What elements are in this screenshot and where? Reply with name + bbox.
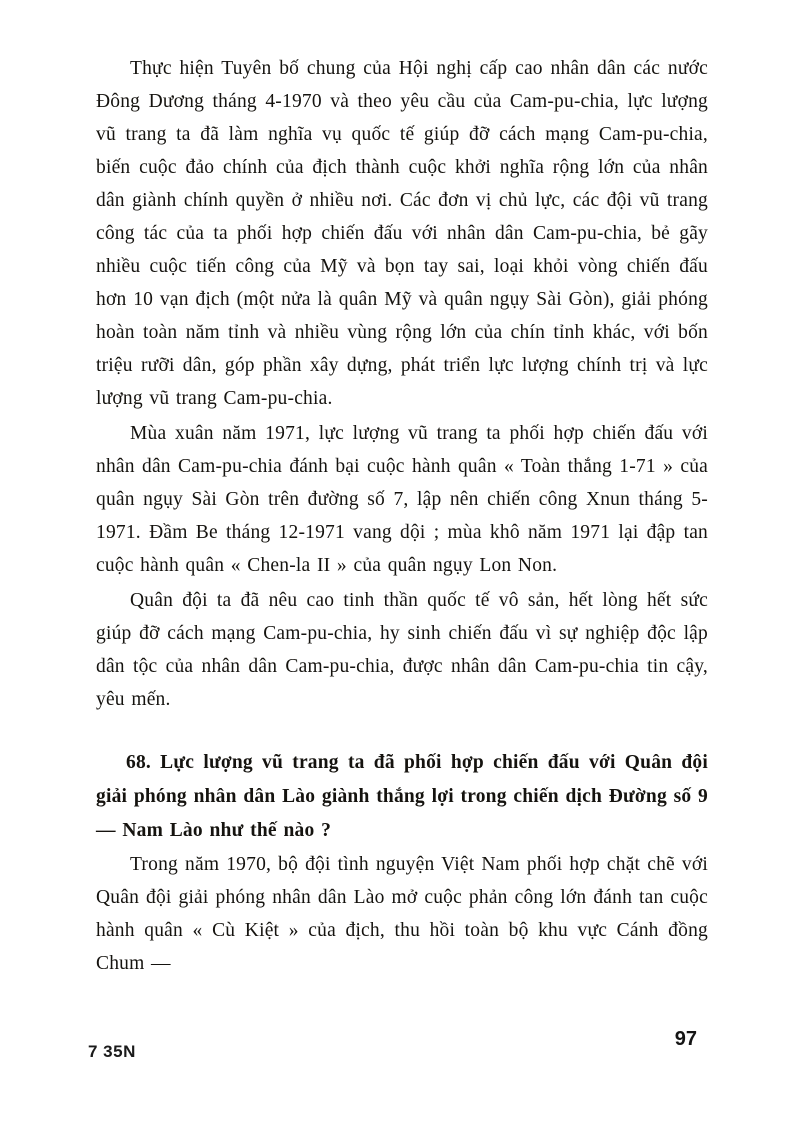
page-footer bbox=[0, 1028, 793, 1074]
page-number: 97 bbox=[674, 1028, 697, 1050]
question-heading: 68. Lực lượng vũ trang ta đã phối hợp chiến đấu với Quân đội giải phóng nhân dân Lào giành thắng lợi trong chiến dịch Đường số 9 — Nam Lào như thế nào ? bbox=[96, 752, 708, 841]
signature-mark: 7 35N bbox=[88, 1042, 136, 1061]
body-paragraph: Trong năm 1970, bộ đội tình nguyện Việt Nam phối hợp chặt chẽ với Quân đội giải phóng nhân dân Lào mở cuộc phản công lớn đánh tan cuộc hành quân « Cù Kiệt » của địch, thu hồi toàn bộ khu vực Cánh đồng Chum — bbox=[96, 854, 708, 974]
body-paragraph: Thực hiện Tuyên bố chung của Hội nghị cấp cao nhân dân các nước Đông Dương tháng 4-1970 và theo yêu cầu của Cam-pu-chia, lực lượng vũ trang ta đã làm nghĩa vụ quốc tế giúp đỡ cách mạng Cam-pu-chia, biến cuộc đảo chính của địch thành cuộc khởi nghĩa rộng lớn của nhân dân giành chính quyền ở nhiều nơi. Các đơn vị chủ lực, các đội vũ trang công tác của ta phối hợp chiến đấu với nhân dân Cam-pu-chia, bẻ gãy nhiều cuộc tiến công của Mỹ và bọn tay sai, loại khỏi vòng chiến đấu hơn 10 vạn địch (một nửa là quân Mỹ và quân ngụy Sài Gòn), giải phóng hoàn toàn năm tỉnh và nhiều vùng rộng lớn của chín tỉnh khác, với bốn triệu rưỡi dân, góp phần xây dựng, phát triển lực lượng chính trị và lực lượng vũ trang Cam-pu-chia. bbox=[96, 58, 708, 409]
body-paragraph: Mùa xuân năm 1971, lực lượng vũ trang ta phối hợp chiến đấu với nhân dân Cam-pu-chia đánh bại cuộc hành quân « Toàn thắng 1-71 » của quân ngụy Sài Gòn trên đường số 7, lập nên chiến công Xnun tháng 5-1971. Đầm Be tháng 12-1971 vang dội ; mùa khô năm 1971 lại đập tan cuộc hành quân « Chen-la II » của quân ngụy Lon Non. bbox=[96, 423, 708, 576]
body-paragraph: Quân đội ta đã nêu cao tinh thần quốc tế vô sản, hết lòng hết sức giúp đỡ cách mạng Cam-pu-chia, hy sinh chiến đấu vì sự nghiệp độc lập dân tộc của nhân dân Cam-pu-chia, được nhân dân Cam-pu-chia tin cậy, yêu mến. bbox=[96, 590, 708, 710]
page-content bbox=[96, 52, 708, 980]
